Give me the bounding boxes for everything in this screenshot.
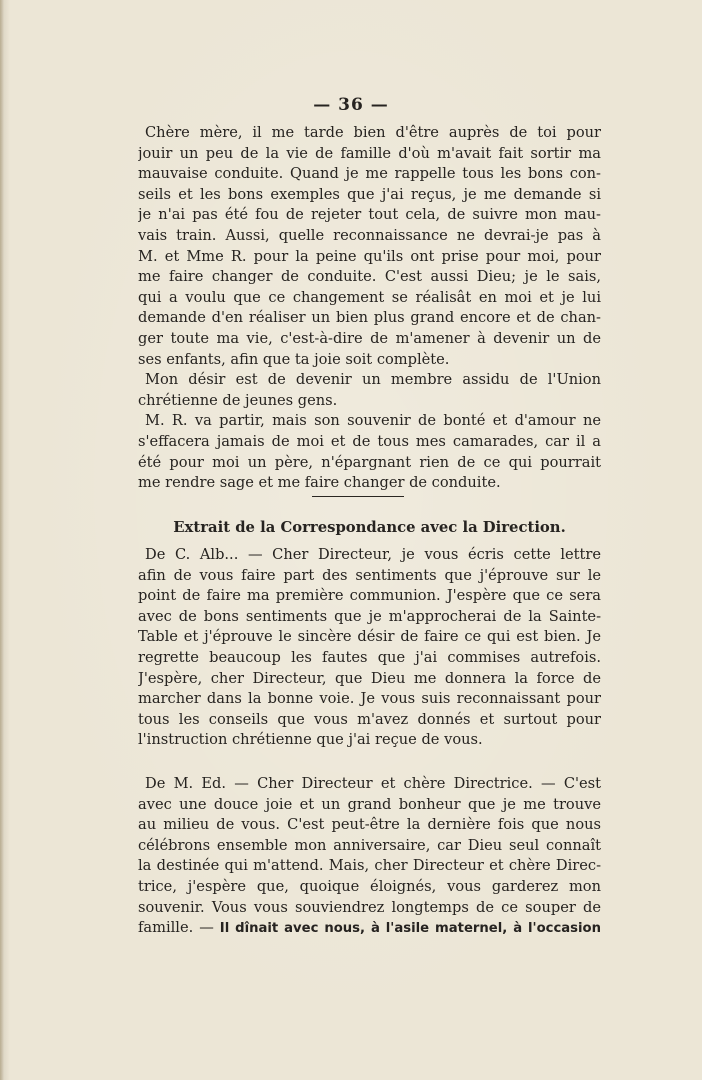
text-line: seils et les bons exemples que j'ai reçus, je me demande si xyxy=(138,185,601,203)
text-line: ses enfants, afin que ta joie soit complète. xyxy=(138,350,450,368)
text-line: jouir un peu de la vie de famille d'où m'avait fait sortir ma xyxy=(138,144,601,162)
text-line: chrétienne de jeunes gens. xyxy=(138,391,338,409)
text-line-final xyxy=(138,918,601,939)
text-line: avec une douce joie et un grand bonheur que je me trouve xyxy=(138,795,601,813)
letter-to-mother xyxy=(138,123,601,494)
final-line-start: famille. — xyxy=(138,919,214,937)
text-line: demande d'en réaliser un bien plus grand encore et de chan- xyxy=(138,309,601,327)
text-line: l'instruction chrétienne que j'ai reçue de vous. xyxy=(138,731,483,749)
text-line: je n'ai pas été fou de rejeter tout cela, de suivre mon mau- xyxy=(138,206,601,224)
page-edge-shadow xyxy=(0,0,4,1080)
text-line: De C. Alb... — Cher Directeur, je vous écris cette lettre xyxy=(145,546,601,563)
text-line: célébrons ensemble mon anniversaire, car Dieu seul connaît xyxy=(138,836,601,854)
text-line: été pour moi un père, n'épargnant rien de ce qui pourrait xyxy=(138,453,601,471)
text-line: De M. Ed. — Cher Directeur et chère Directrice. — C'est xyxy=(145,775,601,792)
text-line: me rendre sage et me faire changer de conduite. xyxy=(138,474,501,492)
text-line: M. R. va partir, mais son souvenir de bonté et d'amour ne xyxy=(145,412,601,430)
final-line-bold: Il dînait avec nous, à l'asile maternel, à l'occasion xyxy=(219,921,601,937)
text-line: avec de bons sentiments que je m'approcherai de la Sainte- xyxy=(138,607,601,625)
letter-from-alb xyxy=(138,545,601,751)
text-line: Table et j'éprouve le sincère désir de faire ce qui est bien. Je xyxy=(138,628,601,646)
text-line: me faire changer de conduite. C'est aussi Dieu; je le sais, xyxy=(138,268,601,286)
text-line: J'espère, cher Directeur, que Dieu me donnera la force de xyxy=(138,669,601,687)
text-line: au milieu de vous. C'est peut-être la dernière fois que nous xyxy=(138,816,601,834)
text-line: tous les conseils que vous m'avez donnés et surtout pour xyxy=(138,710,601,728)
section-heading: Extrait de la Correspondance avec la Direction. xyxy=(173,519,566,536)
text-line: trice, j'espère que, quoique éloignés, vous garderez mon xyxy=(138,877,601,895)
text-line: la destinée qui m'attend. Mais, cher Directeur et chère Direc- xyxy=(138,857,601,875)
text-line: regrette beaucoup les fautes que j'ai commises autrefois. xyxy=(138,648,601,666)
text-line: Mon désir est de devenir un membre assidu de l'Union xyxy=(145,371,601,389)
text-line: ger toute ma vie, c'est-à-dire de m'amener à devenir un de xyxy=(138,329,601,347)
text-line: M. et Mme R. pour la peine qu'ils ont prise pour moi, pour xyxy=(138,247,601,265)
text-line: point de faire ma première communion. J'espère que ce sera xyxy=(138,587,601,605)
text-line: s'effacera jamais de moi et de tous mes camarades, car il a xyxy=(138,432,601,450)
section-divider xyxy=(312,496,404,497)
text-line: qui a voulu que ce changement se réalisât en moi et je lui xyxy=(138,288,601,306)
page-number: — 36 — xyxy=(313,95,389,115)
text-line: afin de vous faire part des sentiments que j'éprouve sur le xyxy=(138,566,601,584)
text-line: Chère mère, il me tarde bien d'être auprès de toi pour xyxy=(145,124,601,141)
text-line: marcher dans la bonne voie. Je vous suis reconnaissant pour xyxy=(138,690,601,708)
letter-from-ed xyxy=(138,774,601,939)
text-line: vais train. Aussi, quelle reconnaissance ne devrai-je pas à xyxy=(138,226,601,244)
text-line: mauvaise conduite. Quand je me rappelle tous les bons con- xyxy=(138,165,601,183)
text-line: souvenir. Vous vous souviendrez longtemps de ce souper de xyxy=(138,898,601,916)
